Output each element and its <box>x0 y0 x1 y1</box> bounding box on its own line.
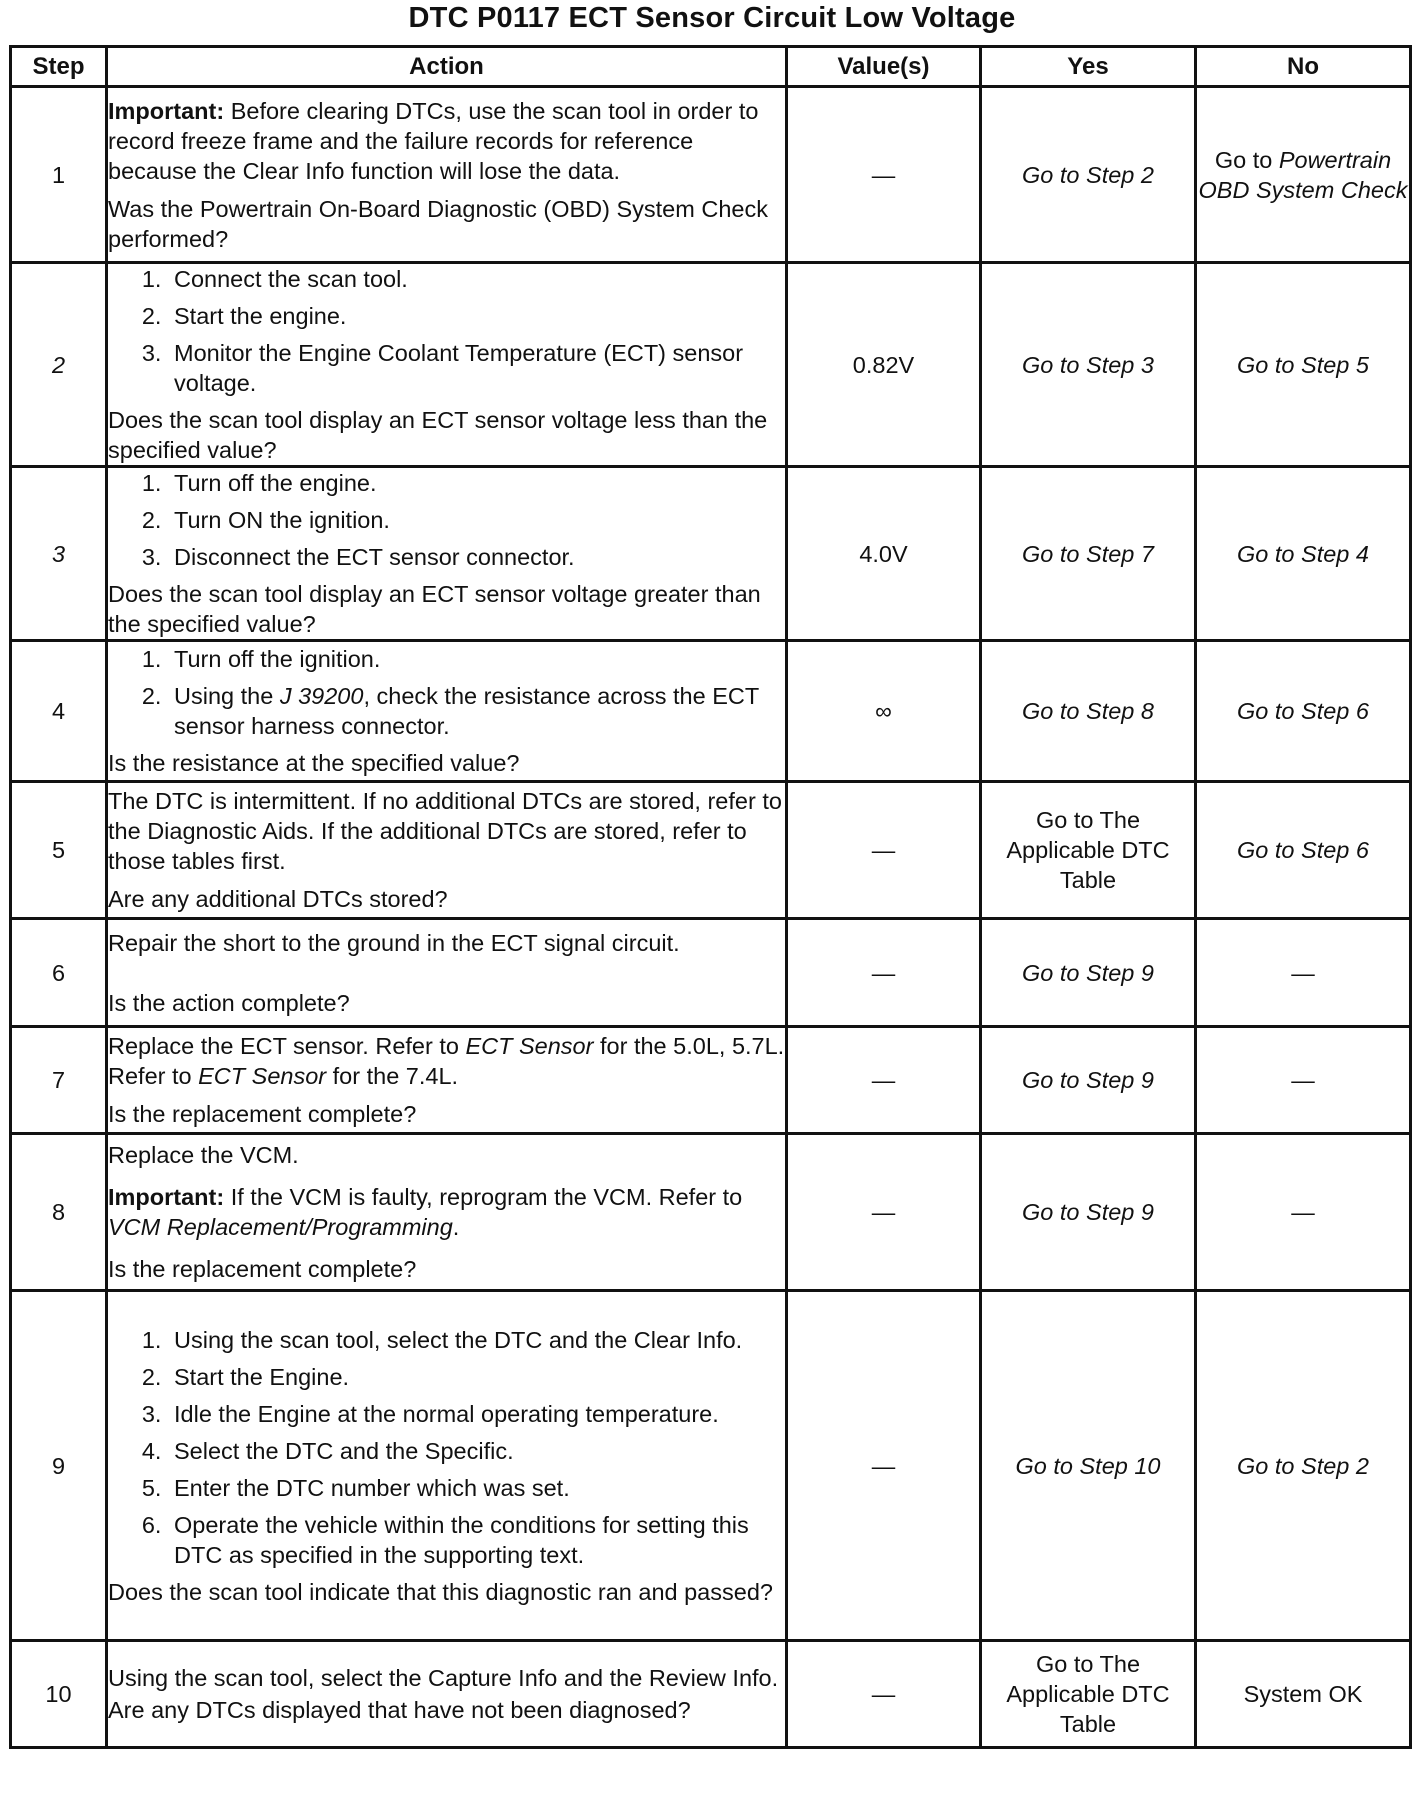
header-values: Value(s) <box>787 47 981 87</box>
value-cell: — <box>787 1027 981 1134</box>
yes-cell: Go to Step 3 <box>981 263 1196 467</box>
action-question: Are any DTCs displayed that have not been diagnosed? <box>108 1697 691 1723</box>
action-list <box>108 468 785 572</box>
no-cell: — <box>1196 1134 1411 1291</box>
list-item: 3. Disconnect the ECT sensor connector. <box>168 542 785 572</box>
page-title: DTC P0117 ECT Sensor Circuit Low Voltage <box>408 2 1016 34</box>
table-row <box>11 263 1411 467</box>
action-question: Was the Powertrain On-Board Diagnostic (OBD) System Check performed? <box>108 195 768 252</box>
no-cell: System OK <box>1196 1641 1411 1748</box>
step-number: 4 <box>11 641 107 782</box>
action-question: Does the scan tool indicate that this diagnostic ran and passed? <box>108 1578 773 1605</box>
action-text <box>108 1031 785 1091</box>
step-number: 9 <box>11 1291 107 1641</box>
step-number: 10 <box>11 1641 107 1748</box>
table-row <box>11 919 1411 1027</box>
yes-cell: Go to Step 7 <box>981 467 1196 641</box>
important-note <box>108 96 785 186</box>
yes-cell: Go to The Applicable DTC Table <box>981 782 1196 919</box>
table-row <box>11 1641 1411 1748</box>
ect-sensor-reference: ECT Sensor <box>465 1033 594 1059</box>
action-question: Does the scan tool display an ECT sensor voltage greater than the specified value? <box>108 581 761 637</box>
important-text: Before clearing DTCs, use the scan tool in order to record freeze frame and the failure records for reference because the Clear Info function will lose the data. <box>108 97 759 184</box>
action-cell <box>107 467 787 641</box>
list-item <box>168 681 785 741</box>
yes-cell: Go to Step 9 <box>981 1134 1196 1291</box>
action-text: Using the scan tool, select the Capture Info and the Review Info. <box>108 1665 779 1691</box>
action-cell <box>107 263 787 467</box>
list-item: 1. Turn off the ignition. <box>168 644 785 674</box>
table-row <box>11 1134 1411 1291</box>
step-number: 7 <box>11 1027 107 1134</box>
action-question: Is the action complete? <box>108 989 350 1016</box>
step-number: 5 <box>11 782 107 919</box>
ect-sensor-reference: ECT Sensor <box>198 1063 327 1089</box>
header-step: Step <box>11 47 107 87</box>
no-cell: Go to Step 2 <box>1196 1291 1411 1641</box>
table-row <box>11 87 1411 263</box>
action-cell <box>107 919 787 1027</box>
table-row <box>11 1027 1411 1134</box>
yes-cell: Go to The Applicable DTC Table <box>981 1641 1196 1748</box>
list-item: 1. Connect the scan tool. <box>168 264 785 294</box>
table-row <box>11 1291 1411 1641</box>
table-row <box>11 782 1411 919</box>
action-text: Replace the VCM. <box>108 1142 299 1168</box>
diagnostic-table <box>9 45 1412 1749</box>
value-cell: — <box>787 87 981 263</box>
action-text: Repair the short to the ground in the ECT signal circuit. <box>108 929 680 956</box>
action-list <box>108 264 785 398</box>
important-label: Important: <box>108 1184 225 1210</box>
table-row <box>11 641 1411 782</box>
header-no: No <box>1196 47 1411 87</box>
no-cell: — <box>1196 1027 1411 1134</box>
yes-cell: Go to Step 9 <box>981 919 1196 1027</box>
list-item: 2. Start the Engine. <box>168 1362 785 1392</box>
no-cell: Go to Step 4 <box>1196 467 1411 641</box>
action-question: Is the resistance at the specified value? <box>108 750 520 776</box>
yes-cell: Go to Step 8 <box>981 641 1196 782</box>
list-item: 5. Enter the DTC number which was set. <box>168 1473 785 1503</box>
no-reference: Powertrain OBD System Check <box>1198 146 1408 203</box>
list-item: 2. Turn ON the ignition. <box>168 505 785 535</box>
no-cell: Go to Step 6 <box>1196 641 1411 782</box>
value-cell: — <box>787 1641 981 1748</box>
step-number: 1 <box>11 87 107 263</box>
step-number: 2 <box>11 263 107 467</box>
action-text: The DTC is intermittent. If no additional DTCs are stored, refer to the Diagnostic Aids. If the additional DTCs are stored, refer to those tables first. <box>108 788 782 874</box>
item-text: , check the resistance across the ECT sensor harness connector. <box>174 683 759 739</box>
action-cell <box>107 1291 787 1641</box>
list-item: 1. Turn off the engine. <box>168 468 785 498</box>
value-cell: — <box>787 1291 981 1641</box>
action-list <box>108 644 785 741</box>
step-number: 3 <box>11 467 107 641</box>
value-cell: 4.0V <box>787 467 981 641</box>
action-list <box>108 1325 785 1570</box>
step-number: 8 <box>11 1134 107 1291</box>
no-cell: Go to Step 6 <box>1196 782 1411 919</box>
value-cell: — <box>787 919 981 1027</box>
value-cell: 0.82V <box>787 263 981 467</box>
important-text: . <box>452 1214 460 1240</box>
no-prefix: Go to <box>1214 146 1279 173</box>
yes-cell: Go to Step 2 <box>981 87 1196 263</box>
action-cell <box>107 1134 787 1291</box>
vcm-reference: VCM Replacement/Programming <box>108 1214 453 1240</box>
step-number: 6 <box>11 919 107 1027</box>
header-yes: Yes <box>981 47 1196 87</box>
value-cell: — <box>787 1134 981 1291</box>
important-text: If the VCM is faulty, reprogram the VCM. Refer to <box>224 1184 743 1210</box>
table-header-row <box>11 47 1411 87</box>
yes-cell: Go to Step 10 <box>981 1291 1196 1641</box>
action-cell <box>107 782 787 919</box>
action-cell <box>107 87 787 263</box>
tool-reference: J 39200 <box>279 683 364 709</box>
important-note <box>108 1182 785 1242</box>
list-item: 6. Operate the vehicle within the conditions for setting this DTC as specified in the supporting text. <box>168 1510 785 1570</box>
action-text-part: for the 7.4L. <box>326 1063 459 1089</box>
action-question: Does the scan tool display an ECT sensor voltage less than the specified value? <box>108 407 768 463</box>
action-question: Is the replacement complete? <box>108 1101 417 1127</box>
action-cell <box>107 1027 787 1134</box>
important-label: Important: <box>108 97 225 124</box>
action-question: Are any additional DTCs stored? <box>108 886 448 912</box>
action-cell <box>107 641 787 782</box>
yes-cell: Go to Step 9 <box>981 1027 1196 1134</box>
item-text: Using the <box>174 683 280 709</box>
action-text-part: for the 5.0L, 5.7L. Refer to <box>108 1033 785 1089</box>
no-cell: Go to Step 5 <box>1196 263 1411 467</box>
action-cell <box>107 1641 787 1748</box>
value-cell: — <box>787 782 981 919</box>
action-text-part: Replace the ECT sensor. Refer to <box>108 1033 466 1059</box>
list-item: 2. Start the engine. <box>168 301 785 331</box>
list-item: 4. Select the DTC and the Specific. <box>168 1436 785 1466</box>
action-question: Is the replacement complete? <box>108 1256 417 1282</box>
header-action: Action <box>107 47 787 87</box>
no-cell <box>1196 87 1411 263</box>
no-cell: — <box>1196 919 1411 1027</box>
table-row <box>11 467 1411 641</box>
list-item: 1. Using the scan tool, select the DTC and the Clear Info. <box>168 1325 785 1355</box>
list-item: 3. Idle the Engine at the normal operating temperature. <box>168 1399 785 1429</box>
list-item: 3. Monitor the Engine Coolant Temperature (ECT) sensor voltage. <box>168 338 785 398</box>
value-cell: ∞ <box>787 641 981 782</box>
